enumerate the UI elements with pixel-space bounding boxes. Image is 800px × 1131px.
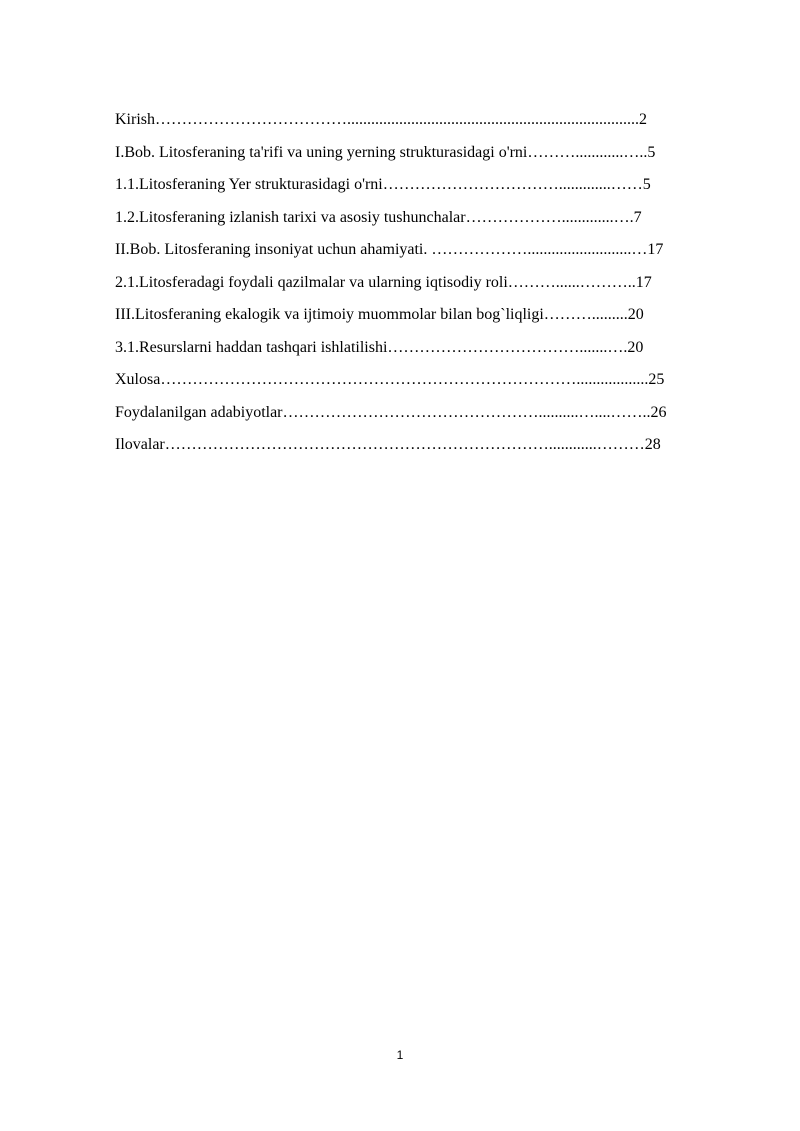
toc-entry-text: III.Litosferaning ekalogik va ijtimoiy muommolar bilan bog`liqligi……….........20 bbox=[115, 306, 644, 323]
toc-entry-3-1 bbox=[115, 336, 742, 369]
table-of-contents bbox=[115, 108, 742, 466]
toc-entry-kirish bbox=[115, 108, 742, 141]
toc-entry-bob-2 bbox=[115, 238, 742, 271]
toc-entry-adabiyotlar bbox=[115, 401, 742, 434]
toc-entry-ilovalar bbox=[115, 433, 742, 466]
toc-entry-text: Ilovalar………………………………………………………………............………28 bbox=[115, 436, 661, 453]
toc-entry-bob-3 bbox=[115, 303, 742, 336]
toc-entry-text: II.Bob. Litosferaning insoniyat uchun ahamiyati. ………………..........................…17 bbox=[115, 241, 664, 258]
toc-entry-text: I.Bob. Litosferaning ta'rifi va uning yerning strukturasidagi o'rni………............…..5 bbox=[115, 143, 656, 161]
toc-entry-2-1 bbox=[115, 271, 742, 304]
toc-entry-xulosa bbox=[115, 368, 742, 401]
toc-entry-text: 1.2.Litosferaning izlanish tarixi va asosiy tushunchalar……………….............….7 bbox=[115, 208, 642, 226]
toc-entry-text: Foydalanilgan adabiyotlar…………………………………………..........…....……..26 bbox=[115, 403, 667, 421]
toc-entry-text: Xulosa……………………………………………………………………..................25 bbox=[115, 371, 665, 388]
toc-entry-text: 1.1.Litosferaning Yer strukturasidagi o'rni…………………………….............……5 bbox=[115, 176, 651, 193]
toc-entry-bob-1 bbox=[115, 141, 742, 174]
toc-entry-text: 3.1.Resurslarni haddan tashqari ishlatilishi……………………………….......….20 bbox=[115, 338, 644, 356]
toc-entry-1-1 bbox=[115, 173, 742, 206]
toc-entry-1-2 bbox=[115, 206, 742, 239]
toc-entry-text: 2.1.Litosferadagi foydali qazilmalar va ularning iqtisodiy roli………......………..17 bbox=[115, 273, 652, 291]
toc-entry-text: Kirish……………………………….........................................................................2 bbox=[115, 111, 647, 128]
page-number: 1 bbox=[396, 1048, 404, 1062]
